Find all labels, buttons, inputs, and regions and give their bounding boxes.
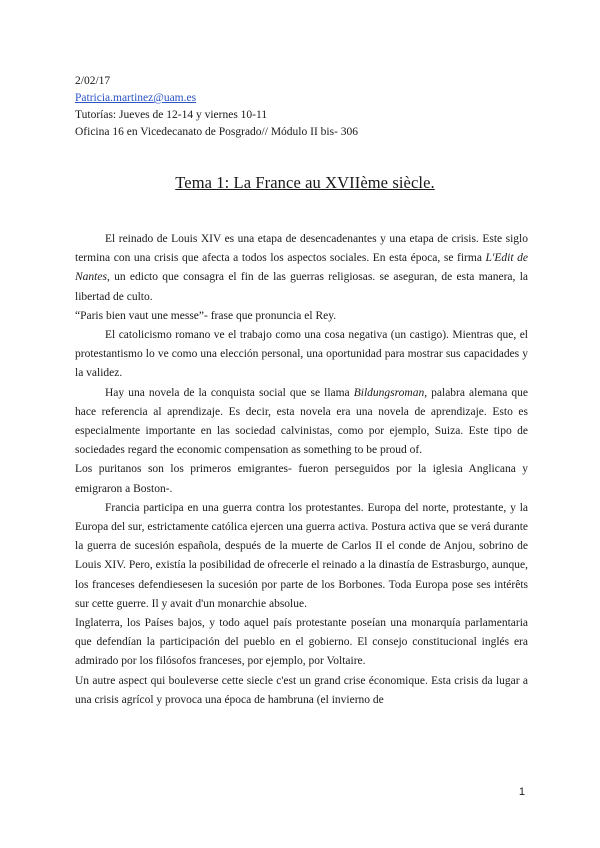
header-email-line	[75, 90, 535, 107]
paragraph-1	[75, 230, 528, 307]
bildungsroman-term: Bildungsroman	[353, 386, 425, 399]
paragraph-5: Los puritanos son los primeros emigrantes- fueron perseguidos por la iglesia Anglicana y emigraron a Boston-.	[75, 463, 528, 495]
paragraph-7: Inglaterra, los Países bajos, y todo aquel país protestante poseían una monarquía parlamentaria que defendían la participación del pueblo en el gobierno. El consejo constitucional inglés era admirado por los filósofos franceses, por ejemplo, por Voltaire.	[75, 617, 528, 668]
page-title: Tema 1: La France au XVIIème siècle.	[175, 173, 435, 192]
page-number: 1	[518, 786, 525, 798]
paragraph-1-text-c: , un edicto que consagra el fin de las guerras religiosas. se aseguran, de esta manera, la libertad de culto.	[75, 271, 528, 303]
header-tutorias: Tutorías: Jueves de 12-14 y viernes 10-11	[75, 109, 268, 121]
paragraph-1-text-a: El reinado de Louis XIV es una etapa de desencadenantes y una etapa de crisis. Este siglo termina con una crisis que afecta a todos los aspectos sociales. En esta época, se firma	[75, 233, 528, 265]
paragraph-4	[75, 384, 528, 461]
header-office	[75, 124, 535, 141]
header-office-suffix: Módulo II bis- 306	[267, 126, 359, 138]
paragraph-4-text-a: Hay una novela de la conquista social que se llama	[105, 386, 354, 399]
document-header	[75, 73, 535, 141]
paragraph-3: El catolicismo romano ve el trabajo como una cosa negativa (un castigo). Mientras que, el protestantismo lo ve como una elección personal, una oportunidad para mostrar sus capacidades y la validez.	[75, 329, 528, 380]
paragraph-8: Un autre aspect qui bouleverse cette siecle c'est un grand crise économique. Esta crisis da lugar a una crisis agrícol y provoca una época de hambruna (el invierno de	[75, 674, 528, 706]
document-body	[75, 230, 528, 710]
paragraph-4-text-c: , palabra alemana que hace referencia al aprendizaje. Es decir, esta novela era una novela de aprendizaje. Esto es especialmente importante en las sociedad calvinistas, como por ejemplo, Suiza. Este tipo de sociedades regard the economic compensation as something to be proud of.	[75, 386, 528, 457]
paragraph-6: Francia participa en una guerra contra los protestantes. Europa del norte, protestante, y la Europa del sur, estrictamente católica ejercen una guerra activa. Postura activa que se verá durante la guerra de sucesión española, después de la muerte de Carlos II el conde de Anjou, sobrino de Louis XIV. Pero, existía la posibilidad de ofrecerle el reinado a la dinastía de Estrasburgo, aunque, los franceses defendiesesen la sucesión por parte de los Borbones. Toda Europa pose ses intérêts sur cette guerre. Il y avait d'un monarchie absolue.	[75, 501, 528, 610]
header-office-prefix: Oficina 16 en Vicedecanato de Posgrado//	[75, 126, 268, 138]
email-link[interactable]: Patricia.martinez@uam.es	[75, 92, 197, 104]
edict-title: L'Edit de Nantes	[75, 252, 528, 284]
header-date: 2/02/17	[75, 75, 111, 87]
paragraph-2: “Paris bien vaut une messe”- frase que pronuncia el Rey.	[75, 309, 337, 322]
